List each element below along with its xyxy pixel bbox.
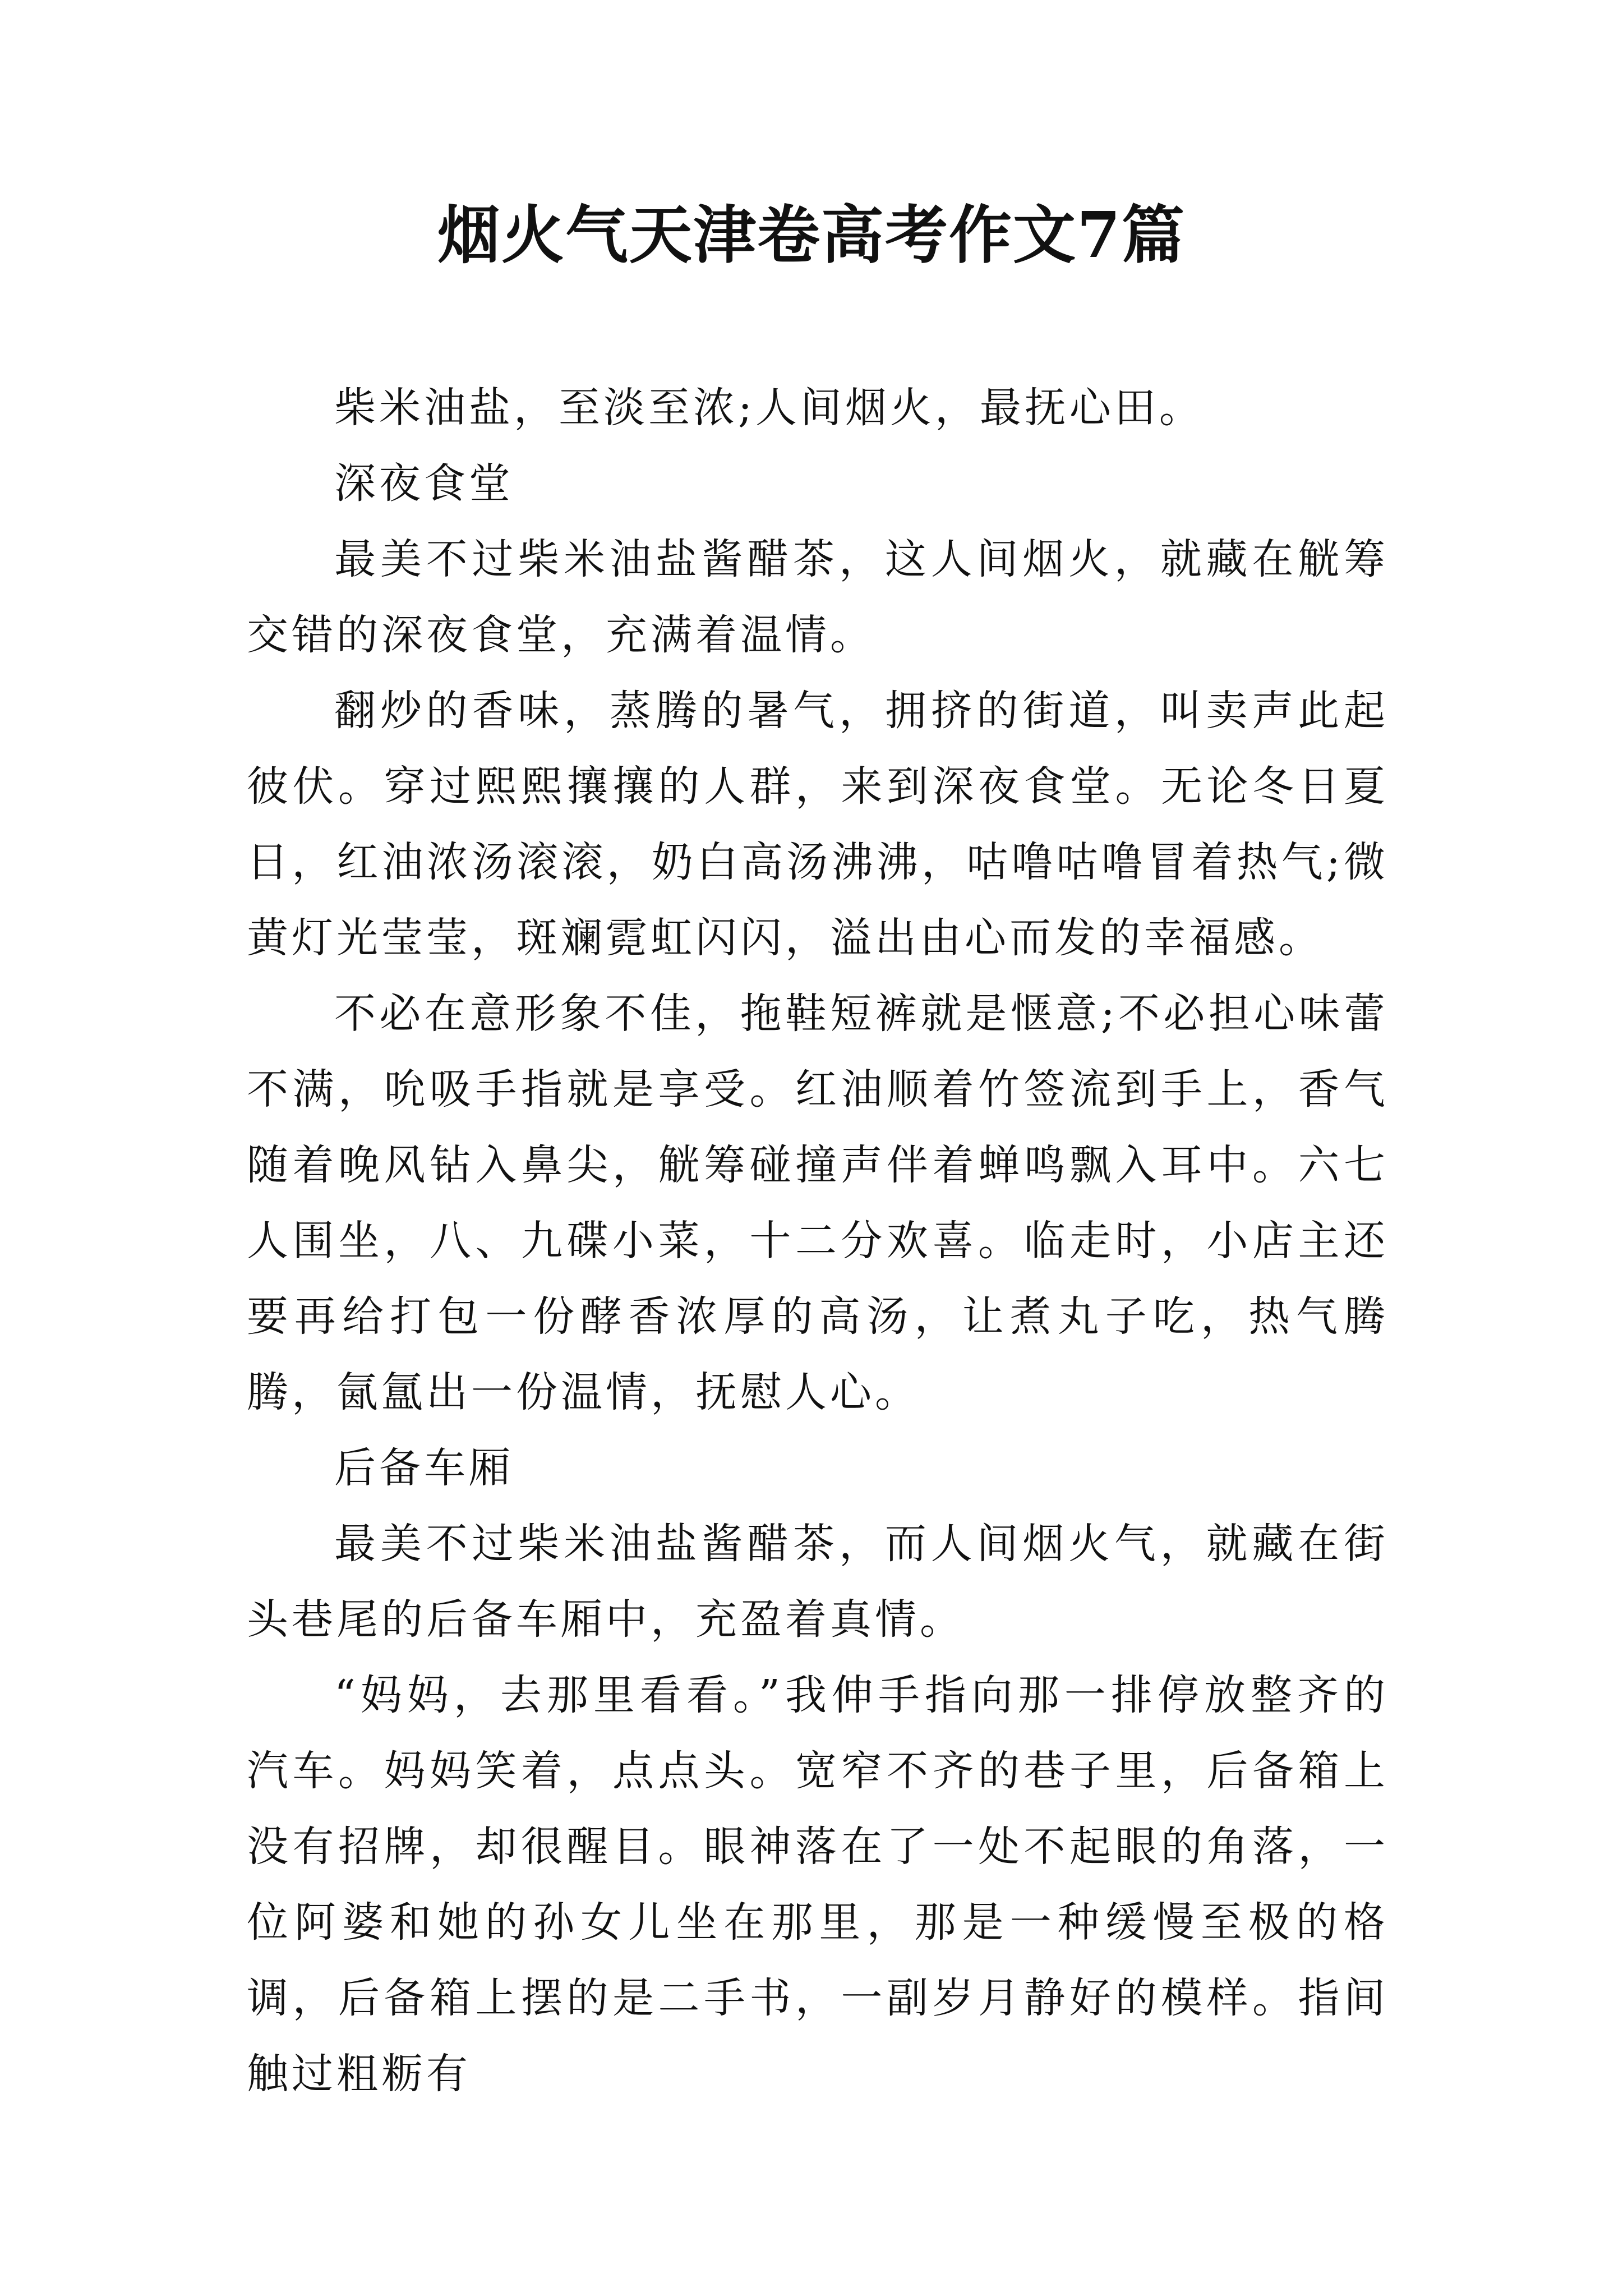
section-heading-car-trunk: 后备车厢 <box>334 1444 514 1492</box>
section-heading-late-night-diner: 深夜食堂 <box>334 459 514 508</box>
document-body <box>247 370 1389 2112</box>
document-title: 烟火气天津卷高考作文7篇 <box>437 199 1186 272</box>
paragraph: “妈妈，去那里看看。”我伸手指向那一排停放整齐的汽车。妈妈笑着，点点头。宽窄不齐的巷子里，后备箱上没有招牌，却很醒目。眼神落在了一处不起眼的角落，一位阿婆和她的孙女儿坐在那里，那是一种缓慢至极的格调，后备箱上摆的是二手书，一副岁月静好的模样。指间触过粗粝有 <box>247 1671 1389 2098</box>
paragraph: 最美不过柴米油盐酱醋茶，而人间烟火气，就藏在街头巷尾的后备车厢中，充盈着真情。 <box>247 1520 1389 1644</box>
paragraph: 最美不过柴米油盐酱醋茶，这人间烟火，就藏在觥筹交错的深夜食堂，充满着温情。 <box>247 535 1389 659</box>
paragraph: 不必在意形象不佳，拖鞋短裤就是惬意;不必担心味蕾不满，吮吸手指就是享受。红油顺着竹签流到手上，香气随着晚风钻入鼻尖，觥筹碰撞声伴着蝉鸣飘入耳中。六七人围坐，八、九碟小菜，十二分欢喜。临走时，小店主还要再给打包一份酵香浓厚的高汤，让煮丸子吃，热气腾腾，氤氲出一份温情，抚慰人心。 <box>247 990 1389 1416</box>
paragraph: 翻炒的香味，蒸腾的暑气，拥挤的街道，叫卖声此起彼伏。穿过熙熙攘攘的人群，来到深夜食堂。无论冬日夏日，红油浓汤滚滚，奶白高汤沸沸，咕噜咕噜冒着热气;微黄灯光莹莹，斑斓霓虹闪闪，溢出由心而发的幸福感。 <box>247 687 1389 962</box>
paragraph-opening: 柴米油盐，至淡至浓;人间烟火，最抚心田。 <box>334 384 1204 432</box>
